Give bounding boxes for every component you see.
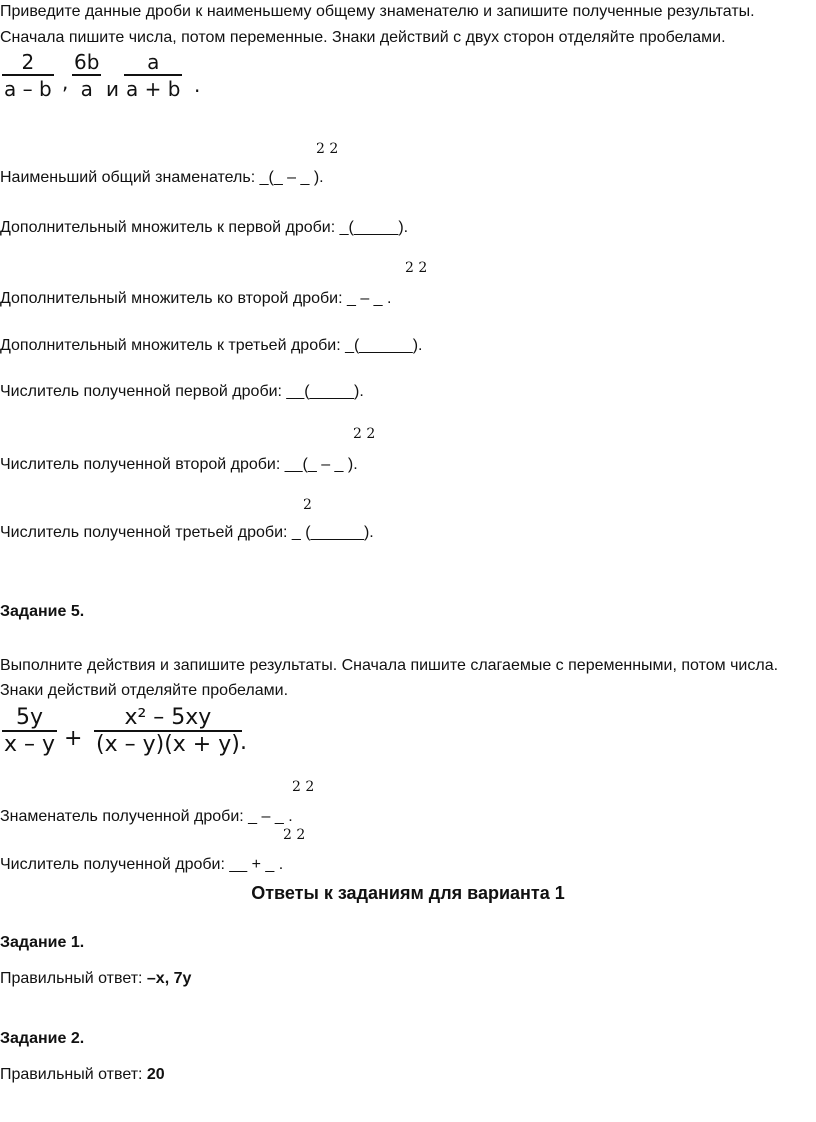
fraction-3-numerator: a (147, 50, 160, 74)
exponent-marks: 2 2 (292, 779, 315, 795)
task-5-instruction-line-2: Знаки действий отделяйте пробелами. (0, 682, 289, 699)
fraction-1 (2, 50, 54, 102)
fraction-3-denominator: a + b (126, 76, 181, 101)
period: . (194, 73, 201, 97)
fraction-1-numerator: 2 (21, 50, 35, 74)
answer-row-numerator: Числитель полученной дроби: __ + _ . (0, 856, 284, 873)
answer-row-numerator-1: Числитель полученной первой дроби: __(_____). (0, 383, 364, 400)
answer-row-multiplier-1: Дополнительный множитель к первой дроби: _(_____). (0, 219, 409, 236)
period: . (240, 730, 247, 755)
exponent-marks: 2 2 (353, 426, 376, 442)
exponent-marks: 2 2 (316, 141, 339, 157)
answer-1-heading: Задание 1. (0, 934, 85, 951)
answer-row-multiplier-2: Дополнительный множитель ко второй дроби: _ – _ . (0, 290, 392, 307)
instruction-line-2: Сначала пишите числа, потом переменные. Знаки действий с двух сторон отделяйте пробелами. (0, 29, 726, 46)
exponent-marks: 2 (303, 497, 312, 513)
answer-row-numerator-2: Числитель полученной второй дроби: __(_ – _ ). (0, 456, 358, 473)
task-5-fraction-2 (94, 706, 242, 758)
answer-row-multiplier-3: Дополнительный множитель к третьей дроби: _(______). (0, 337, 423, 354)
fraction-2 (72, 50, 101, 102)
answer-2-label: Правильный ответ: (0, 1066, 147, 1083)
task-5-heading: Задание 5. (0, 603, 85, 620)
exponent-marks: 2 2 (283, 827, 306, 843)
fraction-2-numerator: 6b (74, 50, 100, 74)
task-5-fraction-2-numerator: x² – 5xy (124, 705, 212, 730)
answer-1-line (0, 967, 191, 991)
answer-1-label: Правильный ответ: (0, 970, 147, 987)
comma: , (62, 70, 69, 94)
answer-row-numerator-3: Числитель полученной третьей дроби: _ (______). (0, 524, 374, 541)
fraction-2-denominator: a (80, 76, 93, 101)
task-5-fraction-1 (2, 706, 57, 758)
task-5-fraction-2-denominator: (x – y)(x + y) (96, 731, 240, 757)
answers-title: Ответы к заданиям для варианта 1 (251, 883, 565, 903)
answer-2-heading: Задание 2. (0, 1030, 85, 1047)
answer-2-value: 20 (146, 1066, 165, 1083)
fraction-3 (124, 50, 182, 102)
task-5-fraction-1-numerator: 5y (16, 705, 44, 730)
answer-row-denominator: Знаменатель полученной дроби: _ – _ . (0, 808, 293, 825)
answer-row-common-denominator: Наименьший общий знаменатель: _(_ – _ ). (0, 169, 324, 186)
conjunction-and: и (106, 77, 119, 101)
answer-1-value: –x, 7y (146, 970, 192, 987)
answer-2-line (0, 1063, 165, 1087)
task-5-instruction-line-1: Выполните действия и запишите результаты. Сначала пишите слагаемые с переменными, потом числа. (0, 657, 779, 674)
exponent-marks: 2 2 (405, 260, 428, 276)
instruction-line-1: Приведите данные дроби к наименьшему общему знаменателю и запишите полученные результаты. (0, 3, 755, 20)
plus-sign: + (64, 726, 83, 751)
fraction-1-denominator: a – b (4, 76, 52, 101)
task-5-fraction-1-denominator: x – y (4, 731, 56, 757)
